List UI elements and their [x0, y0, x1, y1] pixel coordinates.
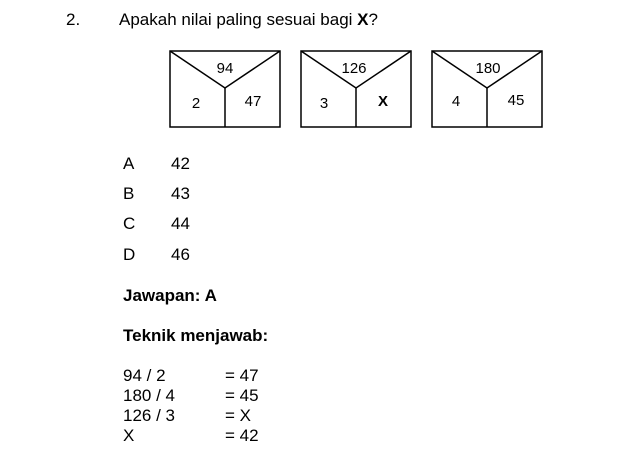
question-text-after: ?: [368, 10, 378, 29]
step-lhs: X: [123, 426, 135, 445]
step-lhs: 94 / 2: [123, 366, 166, 385]
question-text: [119, 10, 378, 30]
answer-line: Jawapan: A: [123, 286, 217, 305]
technique-title: Teknik menjawab:: [123, 326, 269, 345]
option-c: [123, 214, 190, 234]
figure-2: [300, 50, 412, 130]
option-b-value: 43: [171, 184, 190, 203]
solution-steps: [123, 366, 259, 446]
figure-1-top: 94: [216, 60, 234, 77]
solution-step: [123, 366, 259, 386]
question-variable: X: [357, 10, 369, 29]
option-a: [123, 154, 190, 174]
step-lhs: 126 / 3: [123, 406, 175, 425]
figure-3-left: 4: [451, 93, 461, 110]
figure-2-left: 3: [319, 95, 329, 112]
figure-2-top: 126: [341, 60, 367, 77]
step-lhs: 180 / 4: [123, 386, 175, 405]
option-b: [123, 184, 190, 204]
option-b-letter: B: [123, 184, 135, 203]
figure-3: [431, 50, 543, 130]
figure-2-right: X: [377, 93, 389, 110]
option-c-letter: C: [123, 214, 136, 233]
step-rhs: = 47: [225, 366, 259, 385]
option-a-letter: A: [123, 154, 135, 173]
solution-step: [123, 406, 259, 426]
solution-step: [123, 426, 259, 446]
question-number: 2.: [66, 10, 81, 29]
figure-1-right: 47: [244, 93, 262, 110]
figure-1-left: 2: [191, 95, 201, 112]
figure-1: [169, 50, 281, 130]
option-d-value: 46: [171, 245, 190, 264]
option-d: [123, 245, 190, 265]
option-d-letter: D: [123, 245, 136, 264]
question-text-before: Apakah nilai paling sesuai bagi: [119, 10, 358, 29]
solution-step: [123, 386, 259, 406]
figure-3-top: 180: [475, 60, 501, 77]
step-rhs: = X: [225, 406, 251, 425]
option-c-value: 44: [171, 214, 190, 233]
option-a-value: 42: [171, 154, 190, 173]
step-rhs: = 45: [225, 386, 259, 405]
figure-3-right: 45: [507, 92, 525, 109]
step-rhs: = 42: [225, 426, 259, 445]
